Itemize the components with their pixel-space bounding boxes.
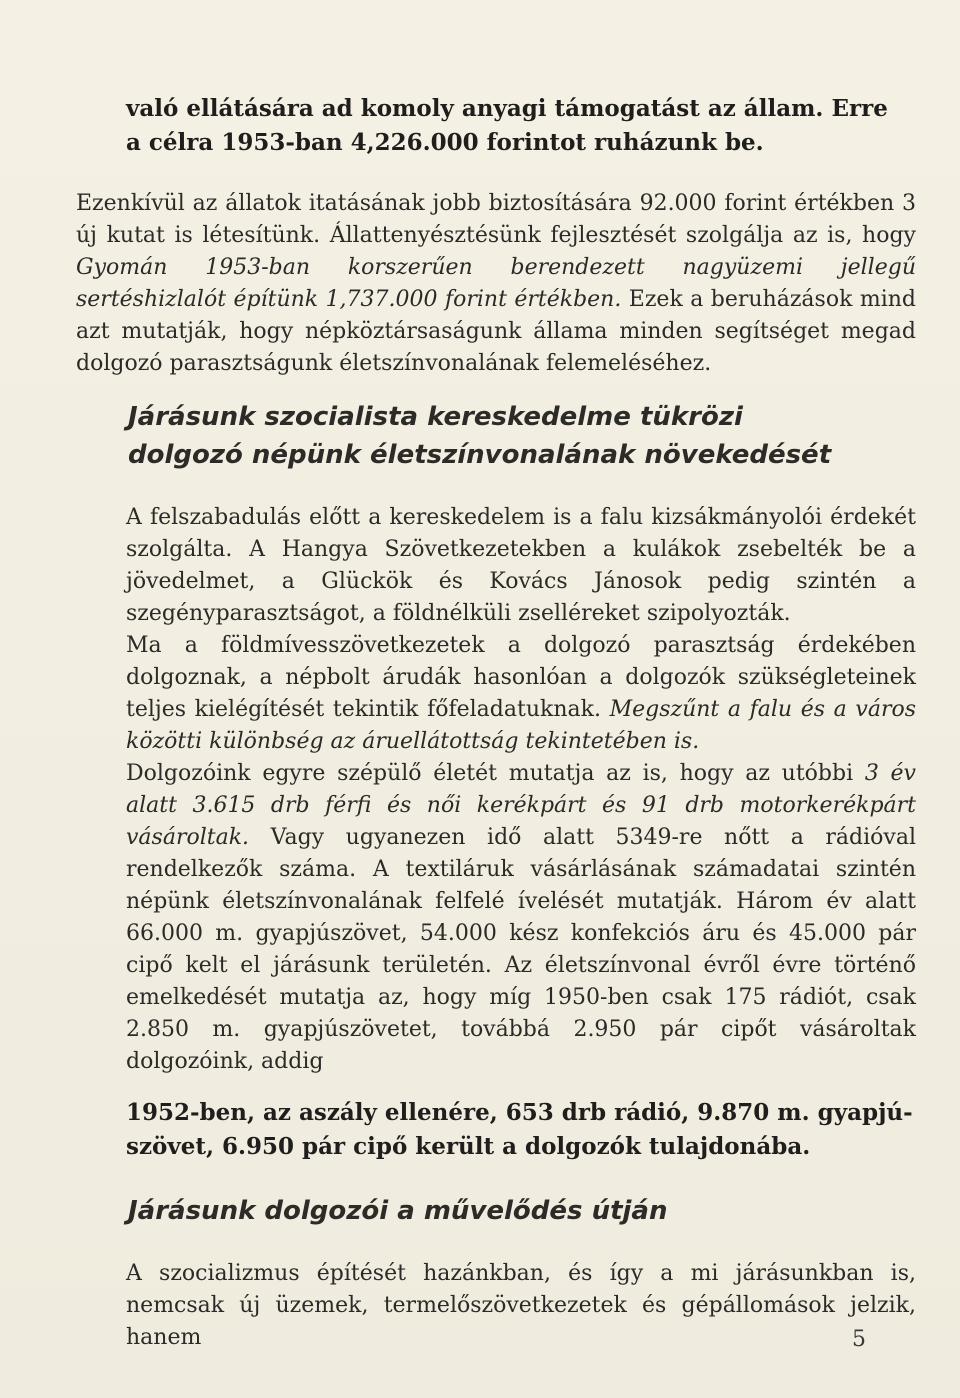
paragraph-investments (76, 188, 916, 380)
paragraph-text: Vagy ugyanezen idő alatt 5349-re nőtt a rádióval rendelkezők száma. A textiláruk vásárlásának számadatai szintén népünk életszínvonalának felfelé ívelését mutatják. Három év alatt 66.000 m. gyapjúszövet, 54.000 kész konfekciós áru és 45.000 pár cipő kelt el járásunk területén. Az életszínvonal évről évre történő emelkedését mutatja az, hogy míg 1950-ben csak 175 rádiót, csak 2.850 m. gyapjúszövetet, továbbá 2.950 pár cipőt vásároltak dolgozóink, addig (126, 825, 916, 1074)
bold-paragraph-line-1: való ellátására ad komoly anyagi támogatást az állam. Erre (126, 95, 888, 122)
page-number: 5 (852, 1327, 866, 1352)
page-content (76, 92, 916, 1354)
paragraph-living-standard (76, 758, 916, 1078)
paragraph-italic-text: 3 év alatt 3.615 drb férfi és női kerékpárt és 91 drb motorkerékpárt vásároltak. (126, 761, 916, 850)
section-heading-line-1: Járásunk szocialista kereskedelme tükrözi (128, 402, 743, 432)
paragraph-spacer (76, 380, 916, 398)
paragraph-text: Ezenkívül az állatok itatásának jobb biztosítására 92.000 forint értékben 3 új kutat is létesítünk. Állattenyésztésünk fejlesztését szolgálja az is, hogy (76, 191, 916, 248)
bold-paragraph-line-2: szövet, 6.950 pár cipő került a dolgozók tulajdonába. (126, 1133, 811, 1160)
paragraph-culture: A szocializmus építését hazánkban, és így a mi járásunkban is, nemcsak új üzemek, termelőszövetkezetek és gépállomások jelzik, hanem (126, 1261, 916, 1350)
section-heading-line-2: dolgozó népünk életszínvonalának növekedését (128, 440, 832, 470)
paragraph-text: Ezek a beruházások mind azt mutatják, hogy népköztársaságunk állama minden segítséget megad dolgozó parasztságunk életszínvonalának felemeléséhez. (76, 287, 916, 376)
paragraph-spacer (76, 160, 916, 188)
paragraph-cooperatives (76, 630, 916, 758)
bold-paragraph-line-2: a célra 1953-ban 4,226.000 forintot ruházunk be. (126, 129, 764, 156)
paragraph-italic-text: Gyomán 1953-ban korszerűen berendezett nagyüzemi jellegű sertéshizlalót építünk 1,737.000 forint értékben. (76, 255, 916, 312)
paragraph-spacer (76, 474, 916, 502)
bold-paragraph-line-1: 1952-ben, az aszály ellenére, 653 drb rádió, 9.870 m. gyapjú- (126, 1099, 913, 1126)
paragraph-text: Ma a földmívesszövetkezetek a dolgozó parasztság érdekében dolgoznak, a népbolt árudák hasonlóan a dolgozók szükségleteinek teljes kielégítését tekintik főfeladatuknak. (126, 633, 916, 722)
paragraph-before-liberation: A felszabadulás előtt a kereskedelem is a falu kizsákmányolói érdekét szolgálta. A Hangya Szövetkezetekben a kulákok zsebelték be a jövedelmet, a Glückök és Kovács Jánosok pedig szintén a szegényparasztságot, a földnélküli zselléreket szipolyozták. (126, 505, 916, 626)
section-heading: Járásunk dolgozói a művelődés útján (128, 1196, 668, 1226)
paragraph-spacer (76, 1078, 916, 1096)
paragraph-spacer (76, 1164, 916, 1192)
paragraph-italic-text: Megszűnt a falu és a város közötti különbség az áruellátottság tekintetében is. (126, 697, 917, 754)
paragraph-text: Dolgozóink egyre szépülő életét mutatja az is, hogy az utóbbi (126, 761, 865, 786)
paragraph-spacer (76, 1230, 916, 1258)
